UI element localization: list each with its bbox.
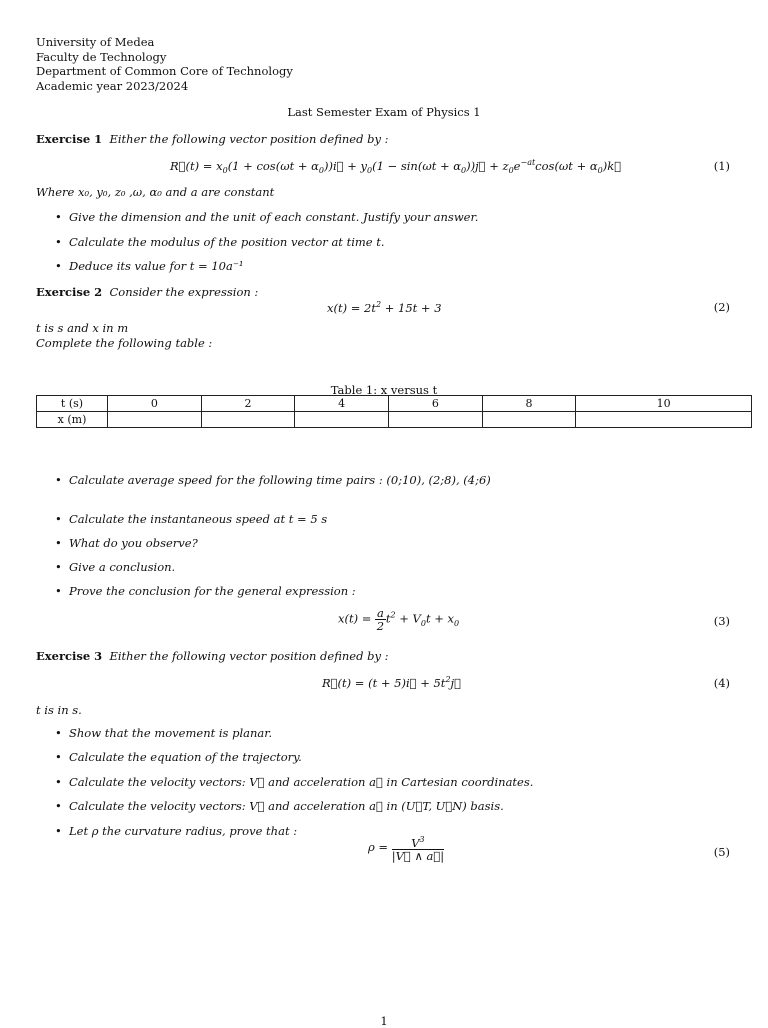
list-item: • Deduce its value for t = 10a⁻¹ <box>36 259 478 284</box>
table-row <box>37 412 752 428</box>
exercise-2-units: t is s and x in m <box>36 321 129 335</box>
equation-2: $x(t) = 2t^2 + 15t + 3$ <box>327 300 442 315</box>
exercise-1-heading <box>36 132 388 146</box>
table-cell <box>576 412 752 428</box>
academic-year: Academic year 2023/2024 <box>36 79 189 93</box>
exercise-2-list-b <box>36 512 356 608</box>
table-cell: 2 <box>201 396 295 412</box>
list-item: • Calculate the equation of the trajectory. <box>36 750 533 774</box>
exercise-3-units: t is in s. <box>36 703 82 717</box>
equation-1-number: (1) <box>713 159 730 173</box>
equation-4: R⃗(t) = (t + 5)i⃗ + $5t^2j⃗$ <box>322 675 461 690</box>
list-item: • Calculate the velocity vectors: V⃗ and acceleration a⃗ in (U⃗T, U⃗N) basis. <box>36 799 533 823</box>
exercise-2-intro: Consider the expression : <box>109 285 259 299</box>
list-item: • Let ρ the curvature radius, prove that : <box>36 824 533 848</box>
faculty: Faculty de Technology <box>36 50 167 64</box>
exercise-3-heading <box>36 649 388 663</box>
department: Department of Common Core of Technology <box>36 64 293 78</box>
exercise-3-list <box>36 726 533 848</box>
table-cell: 0 <box>108 396 202 412</box>
exercise-3-intro: Either the following vector position defined by : <box>109 649 389 663</box>
table-cell <box>108 412 202 428</box>
exercise-3-label: Exercise 3 <box>36 649 103 663</box>
exercise-1-constants: Where x₀, y₀, z₀ ,ω, α₀ and a are constant <box>36 185 275 199</box>
list-item: • Show that the movement is planar. <box>36 726 533 750</box>
equation-3-number: (3) <box>713 614 730 628</box>
list-item: • Calculate the velocity vectors: V⃗ and acceleration a⃗ in Cartesian coordinates. <box>36 775 533 799</box>
table-cell: 6 <box>389 396 483 412</box>
exercise-2-heading <box>36 285 258 299</box>
equation-5: ρ = $\frac{V^3}{|V⃗ \wedge a⃗|}$ <box>368 835 445 863</box>
list-item: • Calculate average speed for the following time pairs : (0;10), (2;8), (4;6) <box>36 473 491 487</box>
university: University of Medea <box>36 35 155 49</box>
list-item: • Give the dimension and the unit of each constant. Justify your answer. <box>36 210 478 235</box>
equation-4-number: (4) <box>713 676 730 690</box>
table-cell: x (m) <box>37 412 108 428</box>
page-title: Last Semester Exam of Physics 1 <box>287 105 481 119</box>
list-item: • Give a conclusion. <box>36 560 356 584</box>
equation-2-number: (2) <box>713 300 730 314</box>
equation-1: R⃗(t) = $x_0(1 + \cos(\omega t$ + $\alpha_0))i⃗ + y_0(1 - \sin(\omega t$ + $\alpha_0))j⃗ + z_0e^{-at}\cos(\omega t$ + $\alpha_0)k⃗$ <box>170 158 622 176</box>
list-item: • What do you observe? <box>36 536 356 560</box>
list-item: • Calculate the modulus of the position vector at time t. <box>36 235 478 260</box>
table-cell <box>389 412 483 428</box>
page-number: 1 <box>380 1014 388 1028</box>
exercise-2-instruction: Complete the following table : <box>36 336 213 350</box>
table-cell: 4 <box>295 396 389 412</box>
table-cell <box>295 412 389 428</box>
exercise-1-intro: Either the following vector position defined by : <box>109 132 389 146</box>
table-row <box>37 396 752 412</box>
table-cell: 10 <box>576 396 752 412</box>
list-item: • Calculate the instantaneous speed at t = 5 s <box>36 512 356 536</box>
x-versus-t-table <box>36 395 752 428</box>
exercise-1-list <box>36 210 478 284</box>
equation-3: x(t) = $\frac{a}{2}$ $t^2 + V_0t + x_0$ <box>338 606 460 633</box>
list-item: • Prove the conclusion for the general expression : <box>36 584 356 608</box>
table-cell: 8 <box>482 396 576 412</box>
exercise-1-label: Exercise 1 <box>36 132 103 146</box>
table-cell: t (s) <box>37 396 108 412</box>
exercise-2-list-a <box>36 473 491 487</box>
table-caption: Table 1: x versus t <box>330 383 438 397</box>
table-cell <box>201 412 295 428</box>
table-cell <box>482 412 576 428</box>
exercise-2-label: Exercise 2 <box>36 285 103 299</box>
equation-5-number: (5) <box>713 845 730 859</box>
